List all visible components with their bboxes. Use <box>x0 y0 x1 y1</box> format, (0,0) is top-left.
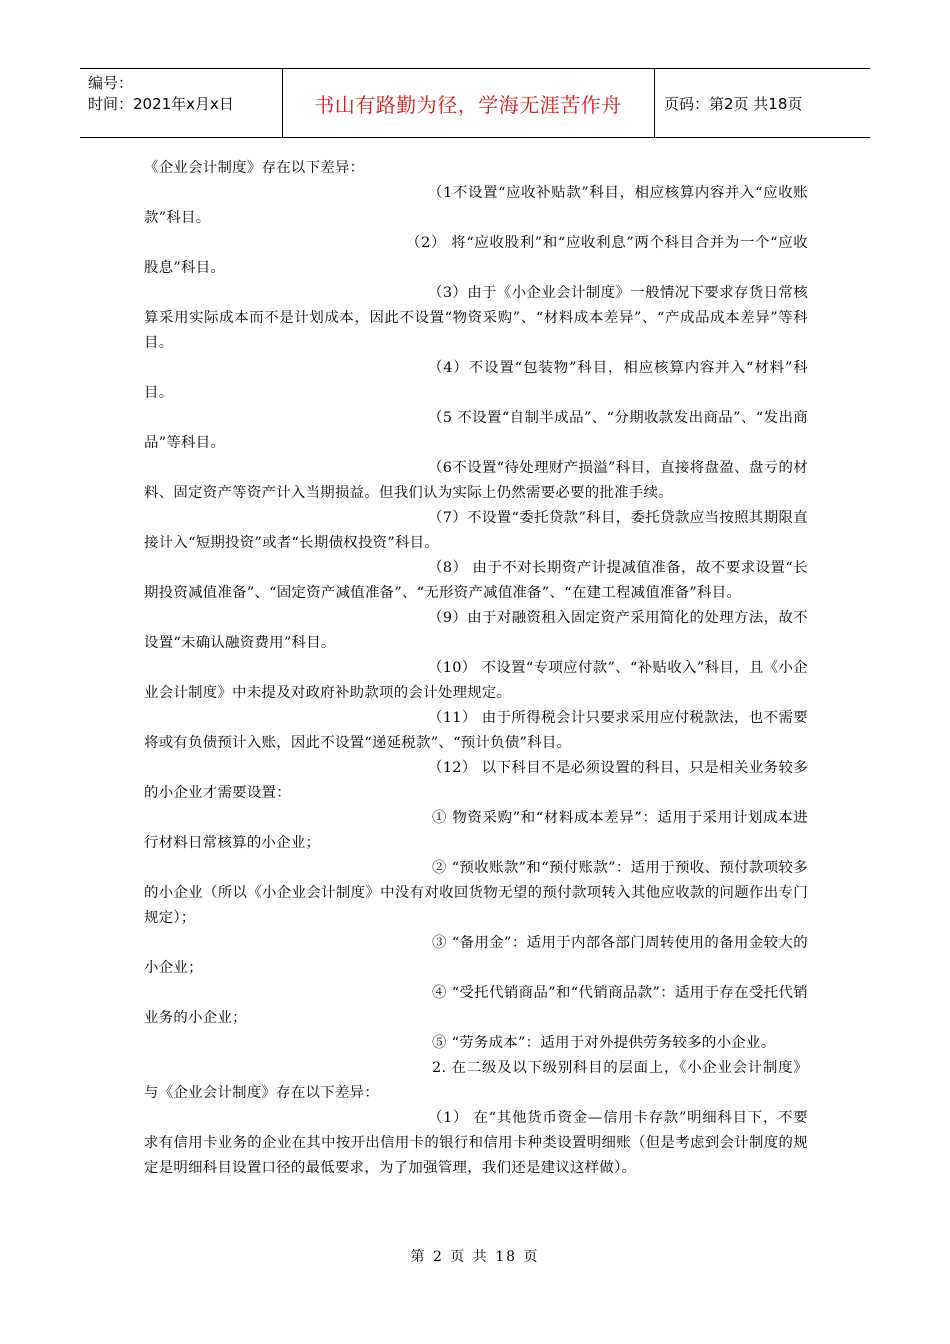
paragraph: （1） 在“其他货币资金—信用卡存款”明细科目下，不要求有信用卡业务的企业在其中按开出信用卡的银行和信用卡种类设置明细账（但是考虑到会计制度的规定是明细科目设置口径的最低要求，为了加强管理，我们还是建议这样做）。 <box>144 1110 808 1176</box>
paragraph: （1不设置“应收补贴款”科目，相应核算内容并入“应收账款”科目。 <box>144 185 808 226</box>
page-footer: 第 2 页 共 18 页 <box>410 1249 540 1265</box>
paragraph: ② “预收账款”和“预付账款”：适用于预收、预付款项较多的小企业（所以《小企业会计制度》中没有对收回货物无望的预付款项转入其他应收款的问题作出专门规定）； <box>144 860 808 926</box>
header-motto: 书山有路勤为径，学海无涯苦作舟 <box>314 92 622 117</box>
paragraph: （5 不设置“自制半成品”、“分期收款发出商品”、“发出商品”等科目。 <box>144 410 808 451</box>
paragraph: ③ “备用金”：适用于内部各部门周转使用的备用金较大的小企业； <box>144 935 808 976</box>
paragraph: （11） 由于所得税会计只要求采用应付税款法，也不需要将或有负债预计入账，因此不设置“递延税款”、“预计负债”科目。 <box>144 710 808 751</box>
document-header <box>80 68 870 138</box>
paragraph: 《企业会计制度》存在以下差异： <box>144 160 365 176</box>
paragraph: （2） 将“应收股利”和“应收利息”两个科目合并为一个“应收股息”科目。 <box>144 235 808 276</box>
paragraph: 2. 在二级及以下级别科目的层面上，《小企业会计制度》与《企业会计制度》存在以下差异： <box>144 1060 808 1101</box>
paragraph: （10） 不设置“专项应付款”、“补贴收入”科目，且《小企业会计制度》中未提及对政府补助款项的会计处理规定。 <box>144 660 808 701</box>
paragraph: ① 物资采购”和“材料成本差异”：适用于采用计划成本进行材料日常核算的小企业； <box>144 810 808 851</box>
header-divider <box>654 69 655 137</box>
paragraph: ⑤ “劳务成本”：适用于对外提供劳务较多的小企业。 <box>432 1035 776 1051</box>
document-date: 时间：2021年x月x日 <box>88 95 234 113</box>
paragraph: （4）不设置“包装物”科目，相应核算内容并入“材料”科目。 <box>144 360 808 401</box>
paragraph: ④ “受托代销商品”和“代销商品款”：适用于存在受托代销业务的小企业； <box>144 985 808 1026</box>
paragraph: （12） 以下科目不是必须设置的科目，只是相关业务较多的小企业才需要设置： <box>144 760 808 801</box>
header-page-info: 页码：第2页 共18页 <box>664 94 803 113</box>
paragraph: （7）不设置“委托贷款”科目，委托贷款应当按照其期限直接计入“短期投资”或者“长期债权投资”科目。 <box>144 510 808 551</box>
paragraph: （8） 由于不对长期资产计提减值准备，故不要求设置“长期投资减值准备”、“固定资产减值准备”、“无形资产减值准备”、“在建工程减值准备”科目。 <box>144 560 808 601</box>
paragraph: （9）由于对融资租入固定资产采用简化的处理方法，故不设置“未确认融资费用”科目。 <box>144 610 808 651</box>
paragraph: （6不设置“待处理财产损溢”科目，直接将盘盈、盘亏的材料、固定资产等资产计入当期损益。但我们认为实际上仍然需要必要的批准手续。 <box>144 460 808 501</box>
paragraph: （3）由于《小企业会计制度》一般情况下要求存货日常核算采用实际成本而不是计划成本，因此不设置“物资采购”、“材料成本差异”、“产成品成本差异”等科目。 <box>144 285 808 351</box>
header-meta <box>88 73 278 115</box>
document-number-label: 编号： <box>88 74 134 92</box>
document-body <box>144 156 808 1181</box>
